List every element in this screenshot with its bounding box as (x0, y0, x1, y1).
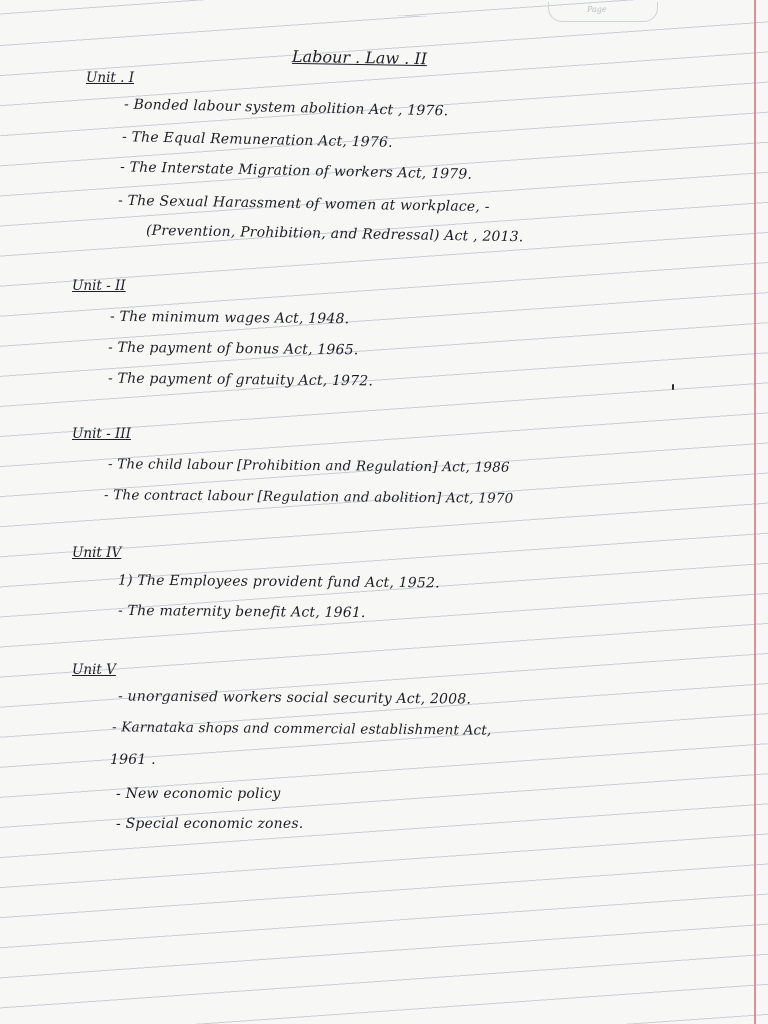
list-item: 1) The Employees provident fund Act, 1952. (117, 572, 440, 592)
list-item: (Prevention, Prohibition, and Redressal) Act , 2013. (145, 222, 524, 246)
list-item: - Karnataka shops and commercial establishment Act, (111, 719, 492, 739)
list-item: - The Interstate Migration of workers Act, 1979. (119, 159, 473, 183)
unit-2-heading: Unit - II (72, 278, 126, 294)
list-item: 1961 . (110, 752, 156, 768)
page-title: Labour . Law . II (291, 46, 428, 69)
list-item: - New economic policy (116, 786, 281, 802)
list-item: - Bonded labour system abolition Act , 1976. (123, 96, 449, 120)
list-item: - The Sexual Harassment of women at workplace, - (117, 192, 490, 216)
list-item: - unorganised workers social security Act, 2008. (117, 688, 472, 708)
list-item: - The payment of gratuity Act, 1972. (107, 370, 374, 390)
list-item: - The minimum wages Act, 1948. (109, 308, 350, 328)
unit-1-heading: Unit . I (86, 70, 135, 86)
list-item: - Special economic zones. (116, 816, 304, 832)
unit-3-heading: Unit - III (72, 426, 131, 442)
list-item: - The payment of bonus Act, 1965. (107, 339, 359, 359)
unit-5-heading: Unit V (72, 662, 116, 678)
page-number-stamp: Page (548, 2, 658, 22)
red-margin-line (754, 0, 756, 1024)
list-item: - The maternity benefit Act, 1961. (117, 602, 366, 622)
list-item: - The Equal Remuneration Act, 1976. (121, 129, 393, 151)
unit-4-heading: Unit IV (72, 545, 122, 561)
list-item: - The contract labour [Regulation and abolition] Act, 1970 (103, 487, 514, 507)
list-item: - The child labour [Prohibition and Regulation] Act, 1986 (107, 456, 510, 476)
stray-pen-mark (672, 384, 674, 390)
